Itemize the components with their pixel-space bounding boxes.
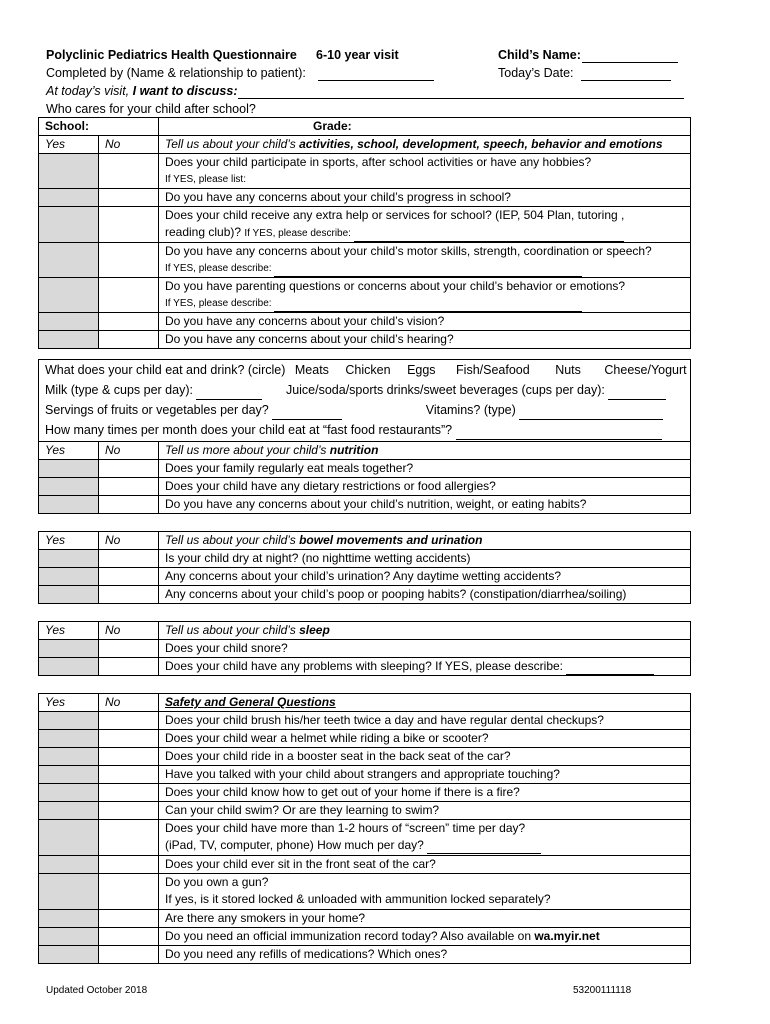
visit-label: 6-10 year visit [316, 48, 399, 62]
yes-checkbox[interactable] [39, 460, 99, 478]
no-checkbox[interactable] [99, 313, 159, 331]
no-header: No [99, 442, 159, 460]
yes-checkbox[interactable] [39, 874, 99, 910]
question-meals-together: Does your family regularly eat meals together? [159, 460, 691, 478]
yes-checkbox[interactable] [39, 154, 99, 189]
yes-checkbox[interactable] [39, 946, 99, 964]
no-checkbox[interactable] [99, 640, 159, 658]
milk-juice-line: Milk (type & cups per day): Juice/soda/sports drinks/sweet beverages (cups per day): [39, 380, 690, 400]
yes-header: Yes [39, 442, 99, 460]
no-checkbox[interactable] [99, 586, 159, 604]
vitamins-field[interactable] [519, 405, 663, 420]
no-checkbox[interactable] [99, 207, 159, 243]
yes-checkbox[interactable] [39, 820, 99, 856]
yes-checkbox[interactable] [39, 748, 99, 766]
todays-date-label: Today’s Date: [498, 66, 574, 80]
completed-by-field[interactable] [318, 66, 434, 81]
childs-name-field[interactable] [582, 48, 678, 63]
discuss-prefix: At today’s visit, [46, 84, 130, 98]
question-dry-at-night: Is your child dry at night? (no nighttime wetting accidents) [159, 550, 691, 568]
yes-checkbox[interactable] [39, 658, 99, 676]
yes-checkbox[interactable] [39, 331, 99, 349]
food-option[interactable]: Chicken [345, 363, 391, 377]
section-heading: Tell us about your child’s sleep [159, 622, 691, 640]
question-teeth: Does your child brush his/her teeth twice a day and have regular dental checkups? [159, 712, 691, 730]
form-title: Polyclinic Pediatrics Health Questionnaire [46, 48, 297, 62]
yes-checkbox[interactable] [39, 766, 99, 784]
section-heading: Tell us about your child’s bowel movements and urination [159, 532, 691, 550]
yes-checkbox[interactable] [39, 568, 99, 586]
no-checkbox[interactable] [99, 189, 159, 207]
no-checkbox[interactable] [99, 712, 159, 730]
sleep-describe-field[interactable] [566, 660, 654, 675]
question-hearing: Do you have any concerns about your child’s hearing? [159, 331, 691, 349]
no-checkbox[interactable] [99, 658, 159, 676]
no-checkbox[interactable] [99, 478, 159, 496]
question-front-seat: Does your child ever sit in the front seat of the car? [159, 856, 691, 874]
childs-name-label: Child’s Name: [498, 48, 581, 62]
no-checkbox[interactable] [99, 910, 159, 928]
question-sleep-problems: Does your child have any problems with sleeping? If YES, please describe: [159, 658, 691, 676]
no-checkbox[interactable] [99, 856, 159, 874]
safety-table [38, 693, 691, 964]
fast-food-line: How many times per month does your child eat at “fast food restaurants”? [39, 420, 690, 440]
yes-checkbox[interactable] [39, 928, 99, 946]
school-table [38, 117, 691, 349]
section-heading: Tell us about your child’s activities, school, development, speech, behavior and emotions [159, 136, 691, 154]
question-pooping: Any concerns about your child’s poop or pooping habits? (constipation/diarrhea/soiling) [159, 586, 691, 604]
question-swim: Can your child swim? Or are they learning to swim? [159, 802, 691, 820]
question-screen-time: Does your child have more than 1-2 hours of “screen” time per day? (iPad, TV, computer, phone) How much per day? [159, 820, 691, 856]
question-strangers: Have you talked with your child about strangers and appropriate touching? [159, 766, 691, 784]
section-heading: Safety and General Questions [159, 694, 691, 712]
question-activities: Does your child participate in sports, after school activities or have any hobbies? If YES, please list: [159, 154, 691, 189]
servings-line: Servings of fruits or vegetables per day? Vitamins? (type) [39, 400, 690, 420]
nutrition-table [38, 441, 691, 514]
no-header: No [99, 622, 159, 640]
no-checkbox[interactable] [99, 820, 159, 856]
no-checkbox[interactable] [99, 928, 159, 946]
yes-checkbox[interactable] [39, 640, 99, 658]
food-option[interactable]: Eggs [407, 363, 436, 377]
completed-by-label: Completed by (Name & relationship to patient): [46, 66, 306, 80]
no-checkbox[interactable] [99, 568, 159, 586]
discuss-label [46, 82, 238, 100]
no-checkbox[interactable] [99, 766, 159, 784]
question-behavior: Do you have parenting questions or concerns about your child’s behavior or emotions? If YES, please describe: [159, 278, 691, 313]
who-cares-label: Who cares for your child after school? [46, 102, 256, 116]
yes-header: Yes [39, 136, 99, 154]
food-option[interactable]: Fish/Seafood [456, 363, 530, 377]
question-refills: Do you need any refills of medications? Which ones? [159, 946, 691, 964]
nutrition-box [38, 359, 691, 442]
no-checkbox[interactable] [99, 331, 159, 349]
todays-date-field[interactable] [581, 66, 671, 81]
question-nutrition-concerns: Do you have any concerns about your child’s nutrition, weight, or eating habits? [159, 496, 691, 514]
no-checkbox[interactable] [99, 748, 159, 766]
yes-checkbox[interactable] [39, 784, 99, 802]
yes-header: Yes [39, 532, 99, 550]
updated-label: Updated October 2018 [46, 985, 148, 996]
sleep-table [38, 621, 691, 676]
question-urination: Any concerns about your child’s urination? Any daytime wetting accidents? [159, 568, 691, 586]
yes-header: Yes [39, 622, 99, 640]
bowel-table [38, 531, 691, 604]
question-extra-help: Does your child receive any extra help or services for school? (IEP, 504 Plan, tutoring , reading club)? If YES, please describe: [159, 207, 691, 243]
yes-checkbox[interactable] [39, 496, 99, 514]
question-dietary-restrictions: Does your child have any dietary restrictions or food allergies? [159, 478, 691, 496]
yes-header: Yes [39, 694, 99, 712]
question-school-progress: Do you have any concerns about your child’s progress in school? [159, 189, 691, 207]
question-fire-escape: Does your child know how to get out of your home if there is a fire? [159, 784, 691, 802]
question-immunization: Do you need an official immunization record today? Also available on wa.myir.net [159, 928, 691, 946]
form-code: 53200111118 [573, 985, 632, 996]
no-header: No [99, 532, 159, 550]
no-header: No [99, 694, 159, 712]
discuss-field[interactable] [238, 84, 684, 99]
yes-checkbox[interactable] [39, 586, 99, 604]
school-label[interactable]: School: [39, 118, 159, 136]
question-gun: Do you own a gun? If yes, is it stored locked & unloaded with ammunition locked separately? [159, 874, 691, 910]
yes-checkbox[interactable] [39, 207, 99, 243]
yes-checkbox[interactable] [39, 313, 99, 331]
no-checkbox[interactable] [99, 784, 159, 802]
question-helmet: Does your child wear a helmet while riding a bike or scooter? [159, 730, 691, 748]
milk-field[interactable] [196, 385, 262, 400]
yes-checkbox[interactable] [39, 550, 99, 568]
no-checkbox[interactable] [99, 460, 159, 478]
servings-field[interactable] [272, 405, 342, 420]
discuss-bold: I want to discuss: [132, 84, 238, 98]
no-checkbox[interactable] [99, 550, 159, 568]
question-snore: Does your child snore? [159, 640, 691, 658]
no-checkbox[interactable] [99, 802, 159, 820]
yes-checkbox[interactable] [39, 910, 99, 928]
foods-line: What does your child eat and drink? (circle) Meats Chicken Eggs Fish/Seafood Nuts Cheese/Yogurt [45, 363, 687, 377]
question-smokers: Are there any smokers in your home? [159, 910, 691, 928]
yes-checkbox[interactable] [39, 712, 99, 730]
food-option[interactable]: Cheese/Yogurt [604, 363, 687, 377]
question-booster-seat: Does your child ride in a booster seat in the back seat of the car? [159, 748, 691, 766]
yes-checkbox[interactable] [39, 189, 99, 207]
no-header: No [99, 136, 159, 154]
no-checkbox[interactable] [99, 946, 159, 964]
yes-checkbox[interactable] [39, 243, 99, 278]
no-checkbox[interactable] [99, 154, 159, 189]
no-checkbox[interactable] [99, 243, 159, 278]
grade-label[interactable]: Grade: [159, 118, 691, 136]
yes-checkbox[interactable] [39, 802, 99, 820]
yes-checkbox[interactable] [39, 478, 99, 496]
fast-food-field[interactable] [456, 425, 662, 440]
no-checkbox[interactable] [99, 874, 159, 910]
juice-field[interactable] [608, 385, 666, 400]
section-heading: Tell us more about your child’s nutrition [159, 442, 691, 460]
food-option[interactable]: Nuts [555, 363, 581, 377]
question-motor-skills: Do you have any concerns about your child’s motor skills, strength, coordination or speech? If YES, please describe: [159, 243, 691, 278]
yes-checkbox[interactable] [39, 278, 99, 313]
question-vision: Do you have any concerns about your child’s vision? [159, 313, 691, 331]
screen-time-field[interactable] [427, 839, 541, 854]
yes-checkbox[interactable] [39, 856, 99, 874]
no-checkbox[interactable] [99, 730, 159, 748]
no-checkbox[interactable] [99, 496, 159, 514]
no-checkbox[interactable] [99, 278, 159, 313]
food-option[interactable]: Meats [294, 363, 329, 377]
yes-checkbox[interactable] [39, 730, 99, 748]
